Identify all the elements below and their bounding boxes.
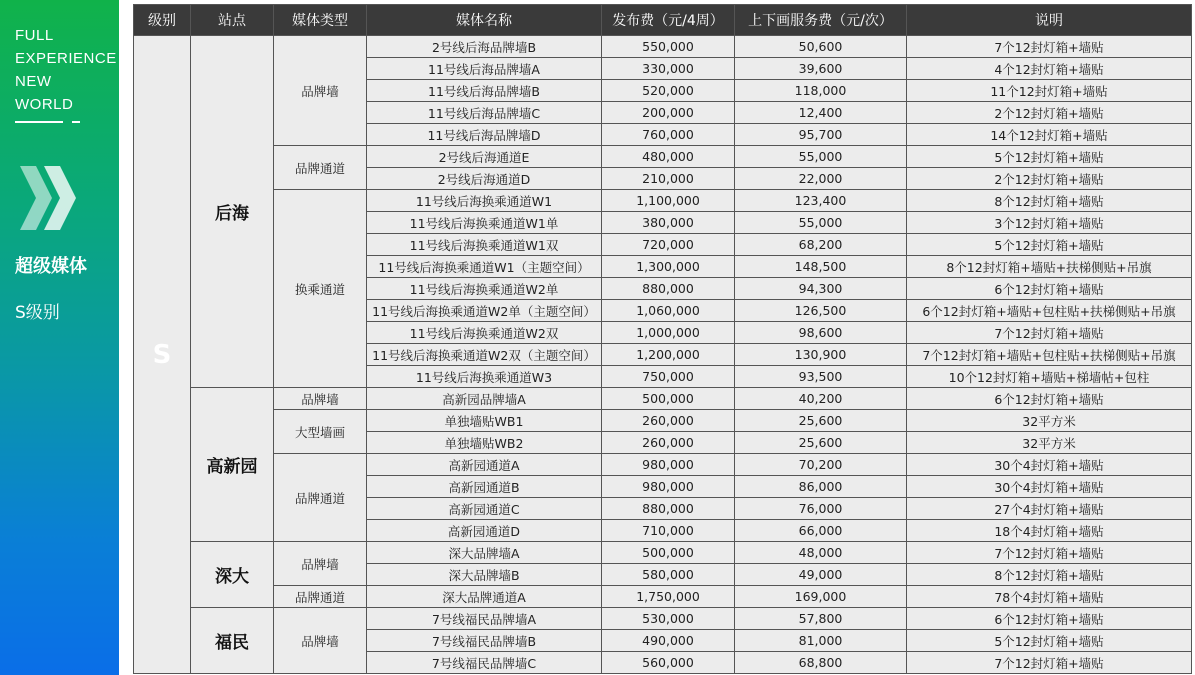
header-note: 说明: [907, 5, 1192, 36]
brand-slogan: [15, 24, 117, 116]
media-name-cell: 单独墙贴WB1: [367, 410, 602, 432]
media-name-cell: 11号线后海换乘通道W2单: [367, 278, 602, 300]
fee-cell: 1,100,000: [602, 190, 735, 212]
sidebar-title: 超级媒体: [15, 256, 87, 277]
table-row: [134, 454, 1192, 476]
media-name-cell: 高新园通道D: [367, 520, 602, 542]
service-fee-cell: 94,300: [735, 278, 907, 300]
fee-cell: 490,000: [602, 630, 735, 652]
service-fee-cell: 48,000: [735, 542, 907, 564]
media-type-cell: 大型墙画: [274, 410, 367, 454]
fee-cell: 980,000: [602, 454, 735, 476]
service-fee-cell: 123,400: [735, 190, 907, 212]
fee-cell: 550,000: [602, 36, 735, 58]
service-fee-cell: 169,000: [735, 586, 907, 608]
header-fee: 发布费（元/4周）: [602, 5, 735, 36]
note-cell: 4个12封灯箱+墙贴: [907, 58, 1192, 80]
note-cell: 5个12封灯箱+墙贴: [907, 146, 1192, 168]
fee-cell: 1,300,000: [602, 256, 735, 278]
media-type-cell: 品牌通道: [274, 454, 367, 542]
header-level: 级别: [134, 5, 191, 36]
fee-cell: 980,000: [602, 476, 735, 498]
fee-cell: 710,000: [602, 520, 735, 542]
media-name-cell: 11号线后海换乘通道W3: [367, 366, 602, 388]
note-cell: 7个12封灯箱+墙贴: [907, 542, 1192, 564]
fee-cell: 1,060,000: [602, 300, 735, 322]
media-type-cell: 品牌墙: [274, 608, 367, 674]
media-name-cell: 单独墙贴WB2: [367, 432, 602, 454]
service-fee-cell: 86,000: [735, 476, 907, 498]
service-fee-cell: 70,200: [735, 454, 907, 476]
fee-cell: 330,000: [602, 58, 735, 80]
service-fee-cell: 50,600: [735, 36, 907, 58]
media-type-cell: 品牌墙: [274, 542, 367, 586]
fee-cell: 210,000: [602, 168, 735, 190]
fee-cell: 200,000: [602, 102, 735, 124]
note-cell: 6个12封灯箱+墙贴: [907, 278, 1192, 300]
fee-cell: 520,000: [602, 80, 735, 102]
media-name-cell: 11号线后海换乘通道W2单（主题空间）: [367, 300, 602, 322]
fee-cell: 1,200,000: [602, 344, 735, 366]
note-cell: 3个12封灯箱+墙贴: [907, 212, 1192, 234]
media-name-cell: 高新园品牌墙A: [367, 388, 602, 410]
service-fee-cell: 148,500: [735, 256, 907, 278]
service-fee-cell: 118,000: [735, 80, 907, 102]
table-row: [134, 36, 1192, 58]
fee-cell: 1,750,000: [602, 586, 735, 608]
fee-cell: 260,000: [602, 410, 735, 432]
media-name-cell: 2号线后海品牌墙B: [367, 36, 602, 58]
table-row: [134, 190, 1192, 212]
table-row: [134, 410, 1192, 432]
fee-cell: 500,000: [602, 388, 735, 410]
media-name-cell: 深大品牌通道A: [367, 586, 602, 608]
media-type-cell: 品牌通道: [274, 146, 367, 190]
note-cell: 18个4封灯箱+墙贴: [907, 520, 1192, 542]
table-header-row: [134, 5, 1192, 36]
fee-cell: 720,000: [602, 234, 735, 256]
fee-cell: 1,000,000: [602, 322, 735, 344]
media-name-cell: 高新园通道C: [367, 498, 602, 520]
table-row: [134, 388, 1192, 410]
note-cell: 6个12封灯箱+墙贴+包柱贴+扶梯侧贴+吊旗: [907, 300, 1192, 322]
note-cell: 32平方米: [907, 410, 1192, 432]
note-cell: 2个12封灯箱+墙贴: [907, 102, 1192, 124]
note-cell: 7个12封灯箱+墙贴: [907, 36, 1192, 58]
media-name-cell: 深大品牌墙B: [367, 564, 602, 586]
fee-cell: 750,000: [602, 366, 735, 388]
fee-cell: 260,000: [602, 432, 735, 454]
note-cell: 27个4封灯箱+墙贴: [907, 498, 1192, 520]
station-fumin: 福民: [191, 608, 274, 674]
service-fee-cell: 130,900: [735, 344, 907, 366]
note-cell: 78个4封灯箱+墙贴: [907, 586, 1192, 608]
table-row: [134, 608, 1192, 630]
service-fee-cell: 25,600: [735, 410, 907, 432]
media-name-cell: 11号线后海换乘通道W2双（主题空间）: [367, 344, 602, 366]
brand-line-1: FULL: [15, 27, 54, 44]
note-cell: 7个12封灯箱+墙贴+包柱贴+扶梯侧贴+吊旗: [907, 344, 1192, 366]
fee-cell: 580,000: [602, 564, 735, 586]
header-service-fee: 上下画服务费（元/次）: [735, 5, 907, 36]
note-cell: 7个12封灯箱+墙贴: [907, 322, 1192, 344]
header-media-type: 媒体类型: [274, 5, 367, 36]
service-fee-cell: 76,000: [735, 498, 907, 520]
note-cell: 11个12封灯箱+墙贴: [907, 80, 1192, 102]
media-name-cell: 7号线福民品牌墙B: [367, 630, 602, 652]
media-name-cell: 2号线后海通道D: [367, 168, 602, 190]
service-fee-cell: 93,500: [735, 366, 907, 388]
note-cell: 14个12封灯箱+墙贴: [907, 124, 1192, 146]
media-name-cell: 高新园通道A: [367, 454, 602, 476]
note-cell: 7个12封灯箱+墙贴: [907, 652, 1192, 674]
media-name-cell: 11号线后海换乘通道W1单: [367, 212, 602, 234]
media-name-cell: 11号线后海品牌墙B: [367, 80, 602, 102]
service-fee-cell: 55,000: [735, 212, 907, 234]
sidebar-subtitle: S级别: [15, 303, 60, 323]
service-fee-cell: 98,600: [735, 322, 907, 344]
media-name-cell: 11号线后海品牌墙D: [367, 124, 602, 146]
media-type-cell: 换乘通道: [274, 190, 367, 388]
header-media-name: 媒体名称: [367, 5, 602, 36]
brand-line-2: EXPERIENCE: [15, 50, 117, 67]
fee-cell: 880,000: [602, 498, 735, 520]
fee-cell: 530,000: [602, 608, 735, 630]
double-chevron-right-icon: [18, 166, 80, 230]
brand-line-4: WORLD: [15, 96, 74, 113]
fee-cell: 880,000: [602, 278, 735, 300]
brand-underline-dash: [72, 121, 80, 123]
level-cell: S: [134, 36, 191, 674]
note-cell: 8个12封灯箱+墙贴: [907, 190, 1192, 212]
media-name-cell: 11号线后海换乘通道W1双: [367, 234, 602, 256]
service-fee-cell: 40,200: [735, 388, 907, 410]
media-name-cell: 11号线后海换乘通道W1: [367, 190, 602, 212]
note-cell: 6个12封灯箱+墙贴: [907, 388, 1192, 410]
table-row: [134, 146, 1192, 168]
table-body: [134, 36, 1192, 674]
media-type-cell: 品牌墙: [274, 36, 367, 146]
service-fee-cell: 12,400: [735, 102, 907, 124]
station-shenda: 深大: [191, 542, 274, 608]
media-name-cell: 11号线后海换乘通道W1（主题空间）: [367, 256, 602, 278]
fee-cell: 380,000: [602, 212, 735, 234]
table-row: [134, 542, 1192, 564]
fee-cell: 560,000: [602, 652, 735, 674]
service-fee-cell: 68,200: [735, 234, 907, 256]
note-cell: 5个12封灯箱+墙贴: [907, 630, 1192, 652]
media-name-cell: 2号线后海通道E: [367, 146, 602, 168]
service-fee-cell: 22,000: [735, 168, 907, 190]
media-name-cell: 11号线后海品牌墙C: [367, 102, 602, 124]
media-name-cell: 7号线福民品牌墙A: [367, 608, 602, 630]
media-name-cell: 7号线福民品牌墙C: [367, 652, 602, 674]
media-name-cell: 11号线后海品牌墙A: [367, 58, 602, 80]
service-fee-cell: 55,000: [735, 146, 907, 168]
service-fee-cell: 95,700: [735, 124, 907, 146]
media-name-cell: 高新园通道B: [367, 476, 602, 498]
note-cell: 5个12封灯箱+墙贴: [907, 234, 1192, 256]
service-fee-cell: 68,800: [735, 652, 907, 674]
brand-line-3: NEW: [15, 73, 52, 90]
media-name-cell: 深大品牌墙A: [367, 542, 602, 564]
note-cell: 30个4封灯箱+墙贴: [907, 454, 1192, 476]
media-price-table: [133, 4, 1192, 674]
table-row: [134, 586, 1192, 608]
note-cell: 32平方米: [907, 432, 1192, 454]
service-fee-cell: 57,800: [735, 608, 907, 630]
fee-cell: 480,000: [602, 146, 735, 168]
note-cell: 6个12封灯箱+墙贴: [907, 608, 1192, 630]
service-fee-cell: 81,000: [735, 630, 907, 652]
service-fee-cell: 66,000: [735, 520, 907, 542]
media-type-cell: 品牌通道: [274, 586, 367, 608]
note-cell: 2个12封灯箱+墙贴: [907, 168, 1192, 190]
media-type-cell: 品牌墙: [274, 388, 367, 410]
station-gaoxinyuan: 高新园: [191, 388, 274, 542]
fee-cell: 760,000: [602, 124, 735, 146]
service-fee-cell: 49,000: [735, 564, 907, 586]
fee-cell: 500,000: [602, 542, 735, 564]
service-fee-cell: 39,600: [735, 58, 907, 80]
note-cell: 30个4封灯箱+墙贴: [907, 476, 1192, 498]
sidebar: [0, 0, 119, 675]
service-fee-cell: 126,500: [735, 300, 907, 322]
note-cell: 8个12封灯箱+墙贴+扶梯侧贴+吊旗: [907, 256, 1192, 278]
note-cell: 10个12封灯箱+墙贴+梯墙帖+包柱: [907, 366, 1192, 388]
station-houhai: 后海: [191, 36, 274, 388]
brand-underline: [15, 121, 63, 123]
note-cell: 8个12封灯箱+墙贴: [907, 564, 1192, 586]
media-name-cell: 11号线后海换乘通道W2双: [367, 322, 602, 344]
header-station: 站点: [191, 5, 274, 36]
service-fee-cell: 25,600: [735, 432, 907, 454]
